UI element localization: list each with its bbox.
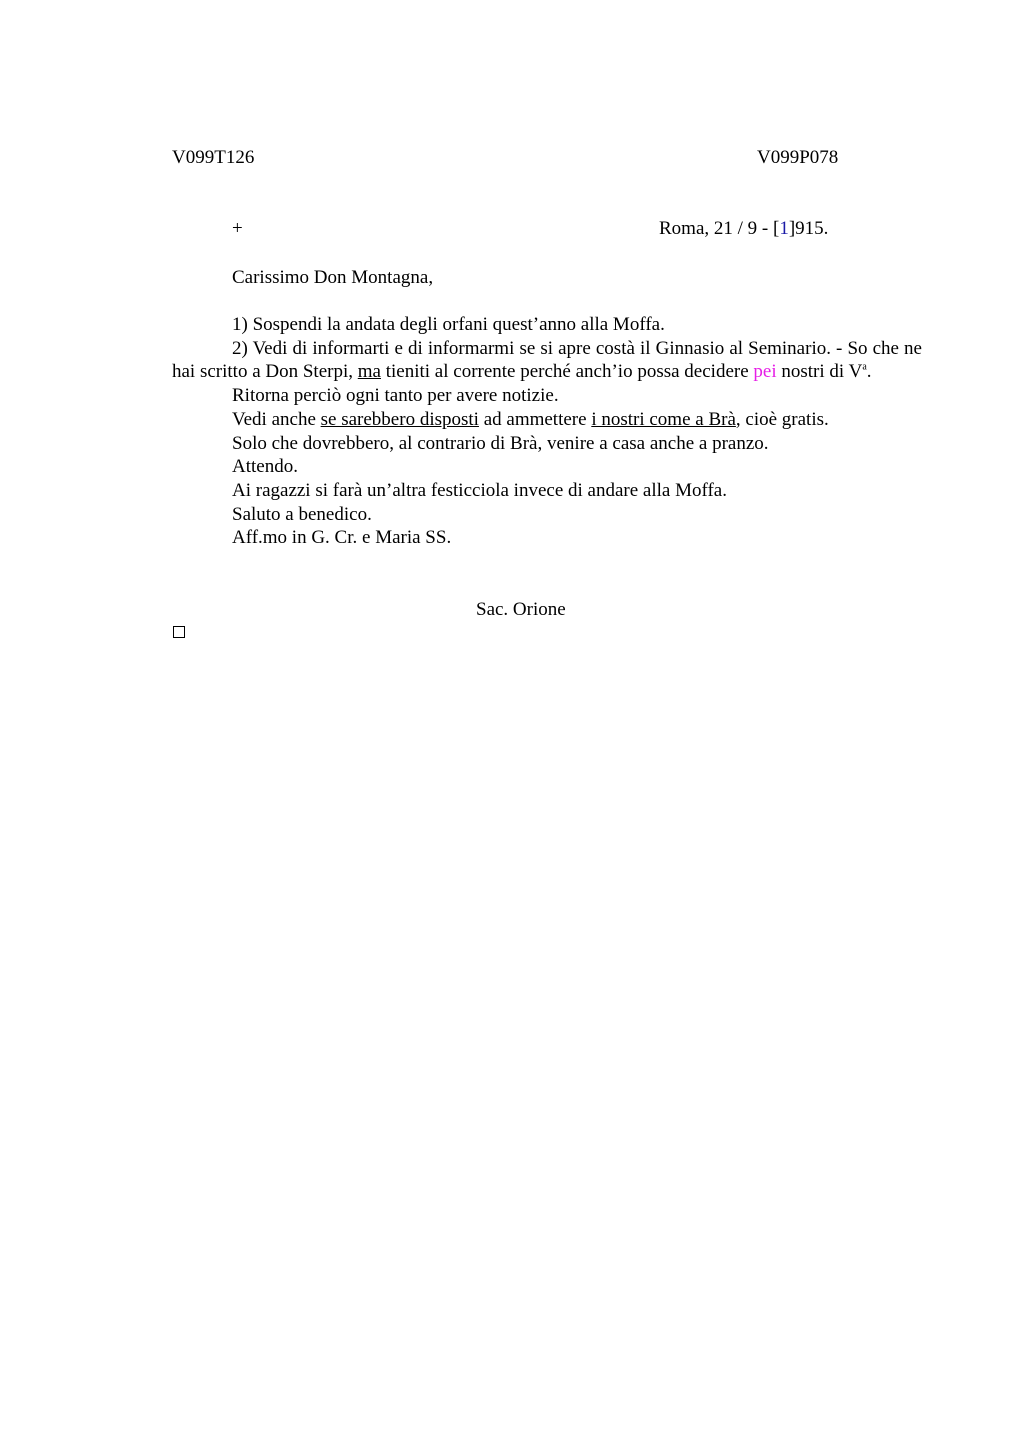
- paragraph-2-part-c: nostri di V: [776, 361, 863, 383]
- underlined-ma: ma: [357, 361, 381, 383]
- date-bracket-digit: 1: [779, 218, 789, 239]
- document-id-left: V099T126: [172, 147, 255, 168]
- paragraph-9: Aff.mo in G. Cr. e Maria SS.: [232, 527, 452, 549]
- paragraph-2: [172, 337, 922, 384]
- cross-mark: +: [232, 218, 243, 239]
- square-outline-icon: [173, 626, 185, 638]
- paragraph-2-part-d: .: [866, 361, 872, 383]
- date-prefix: Roma, 21 / 9 - [: [659, 218, 780, 239]
- paragraph-8: Saluto a benedico.: [232, 503, 372, 525]
- document-id-right: V099P078: [757, 147, 839, 168]
- underlined-phrase-2: i nostri come a Brà: [591, 408, 736, 430]
- paragraph-4: [172, 408, 922, 432]
- date-suffix: ]915.: [788, 218, 829, 239]
- paragraph-3: Ritorna perciò ogni tanto per avere notizie.: [232, 385, 559, 407]
- paragraph-2-part-b: tieniti al corrente perché anch’io possa decidere: [380, 361, 754, 383]
- salutation: Carissimo Don Montagna,: [232, 267, 434, 288]
- paragraph-1: 1) Sospendi la andata degli orfani quest’anno alla Moffa.: [232, 314, 665, 335]
- paragraph-4-part-b: ad ammettere: [478, 408, 592, 430]
- dateline: [659, 217, 828, 241]
- letter-body: [172, 313, 922, 550]
- highlighted-word: pei: [753, 361, 777, 383]
- signature: Sac. Orione: [476, 599, 566, 620]
- paragraph-4-part-c: , cioè gratis.: [735, 408, 829, 430]
- superscript-a: a: [862, 362, 867, 374]
- paragraph-7: Ai ragazzi si farà un’altra festicciola invece di andare alla Moffa.: [232, 479, 727, 501]
- paragraph-6: Attendo.: [232, 456, 298, 478]
- paragraph-4-part-a: Vedi anche: [232, 408, 321, 430]
- paragraph-2-part-a: 2) Vedi di informarti e di informarmi se si apre costà il Ginnasio al Seminario. - So che ne hai scritto a Don Sterpi,: [172, 337, 922, 383]
- underlined-phrase-1: se sarebbero disposti: [320, 408, 479, 430]
- paragraph-5: Solo che dovrebbero, al contrario di Brà, venire a casa anche a pranzo.: [232, 432, 769, 454]
